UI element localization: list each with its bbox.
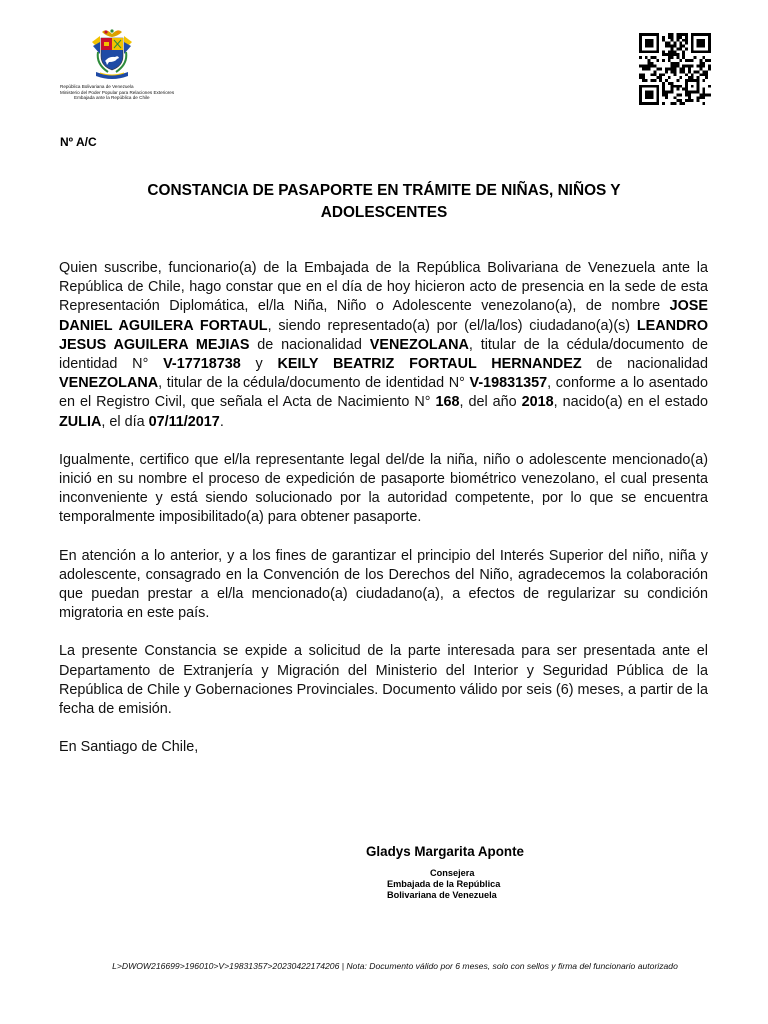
- representative-1-nationality: VENEZOLANA: [369, 336, 469, 353]
- paragraph-certification: [59, 259, 708, 432]
- birth-certificate-year: 2018: [521, 394, 554, 411]
- body-text-run: , titular de la cédula/documento de identidad N°: [59, 336, 708, 373]
- paragraph-validity: La presente Constancia se expide a solicitud de la parte interesada para ser presentada ante el Departamento de Extranjería y Migración del Ministerio del Interior y Seguridad Pública de la República de Chile y Gobernaciones Provinciales. Documento válido por seis (6) meses, a partir de la fecha de emisión.: [59, 643, 708, 718]
- letterhead-caption-line: Embajada ante la República de Chile: [74, 95, 150, 101]
- body-text-run: , del año: [459, 394, 522, 411]
- signatory-name: Gladys Margarita Aponte: [366, 844, 524, 859]
- document-title-line: CONSTANCIA DE PASAPORTE EN TRÁMITE DE NIÑAS, NIÑOS Y: [147, 182, 621, 199]
- letterhead: [60, 28, 190, 101]
- signatory-title: Consejera: [430, 868, 475, 878]
- letterhead-caption-line: República Bolivariana de Venezuela: [60, 84, 134, 89]
- representative-2-nationality: VENEZOLANA: [59, 375, 159, 392]
- place-line: En Santiago de Chile,: [59, 739, 199, 756]
- body-text-run: Quien suscribe, funcionario(a) de la Embajada de la República Bolivariana de Venezuela ante la República de Chile, hago constar que en el día de hoy hicieron acto de presencia en la sede de esta Representación Diplomática, el/la Niña, Niño o Adolescente venezolano(a), de nombre: [59, 260, 708, 315]
- signatory-organization: [387, 879, 500, 901]
- letterhead-caption: [60, 84, 190, 101]
- footer-verification-note: L>DWOW216699>196010>V>19831357>20230422174206 | Nota: Documento válido por 6 meses, solo con sellos y firma del funcionario autorizado: [112, 961, 678, 971]
- qr-code: [638, 33, 712, 105]
- body-text-run: , nacido(a) en el estado: [553, 394, 708, 411]
- document-title-line: ADOLESCENTES: [320, 204, 448, 221]
- document-number: Nº A/C: [60, 135, 97, 149]
- body-text-run: , conforme a lo asentado en el Registro Civil, que señala el Acta de Nacimiento N°: [59, 375, 708, 411]
- representative-2-name: KEILY BEATRIZ FORTAUL HERNANDEZ: [277, 356, 582, 373]
- birth-certificate-number: 168: [435, 394, 460, 411]
- representative-1-name: LEANDRO JESUS AGUILERA MEJIAS: [59, 317, 709, 353]
- child-name: JOSE DANIEL AGUILERA FORTAUL: [59, 298, 708, 334]
- venezuela-coat-of-arms-icon: [90, 28, 134, 82]
- body-text-run: de nacionalidad: [581, 356, 708, 373]
- body-text-run: , siendo representado(a) por (el/la/los) ciudadano(a)(s): [267, 317, 637, 334]
- birth-date: 07/11/2017: [148, 413, 220, 430]
- representative-1-id: V-17718738: [163, 356, 241, 373]
- signatory-organization-line: Embajada de la República: [387, 879, 501, 889]
- body-text-run: .: [219, 413, 224, 430]
- paragraph-passport-process: Igualmente, certifico que el/la representante legal del/de la niña, niño o adolescente mencionado(a) inició en su nombre el proceso de expedición de pasaporte biométrico venezolano, el cual presenta inconveniente y está siendo solucionado por la autoridad competente, por lo que se encuentra temporalmente imposibilitado(a) para obtener pasaporte.: [59, 451, 708, 526]
- letterhead-caption-line: Ministerio del Poder Popular para Relaciones Exteriores: [60, 89, 175, 95]
- document-title: [60, 180, 708, 224]
- paragraph-request: En atención a lo anterior, y a los fines de garantizar el principio del Interés Superior del niño, niña y adolescente, consagrado en la Convención de los Derechos del Niño, agradecemos la colaboración que puedan prestar a el/la mencionado(a) ciudadano(a), a efectos de regularizar su condición migratoria en este país.: [59, 547, 708, 622]
- body-text-run: , el día: [101, 413, 149, 430]
- qr-code-icon: [638, 33, 712, 105]
- body-text-run: de nacionalidad: [249, 336, 370, 353]
- representative-2-id: V-19831357: [469, 375, 548, 392]
- document-body: [59, 259, 708, 776]
- body-text-run: y: [240, 356, 278, 373]
- body-text-run: , titular de la cédula/documento de identidad N°: [158, 375, 470, 392]
- birth-state: ZULIA: [59, 413, 102, 430]
- signatory-organization-line: Bolivariana de Venezuela: [387, 890, 497, 900]
